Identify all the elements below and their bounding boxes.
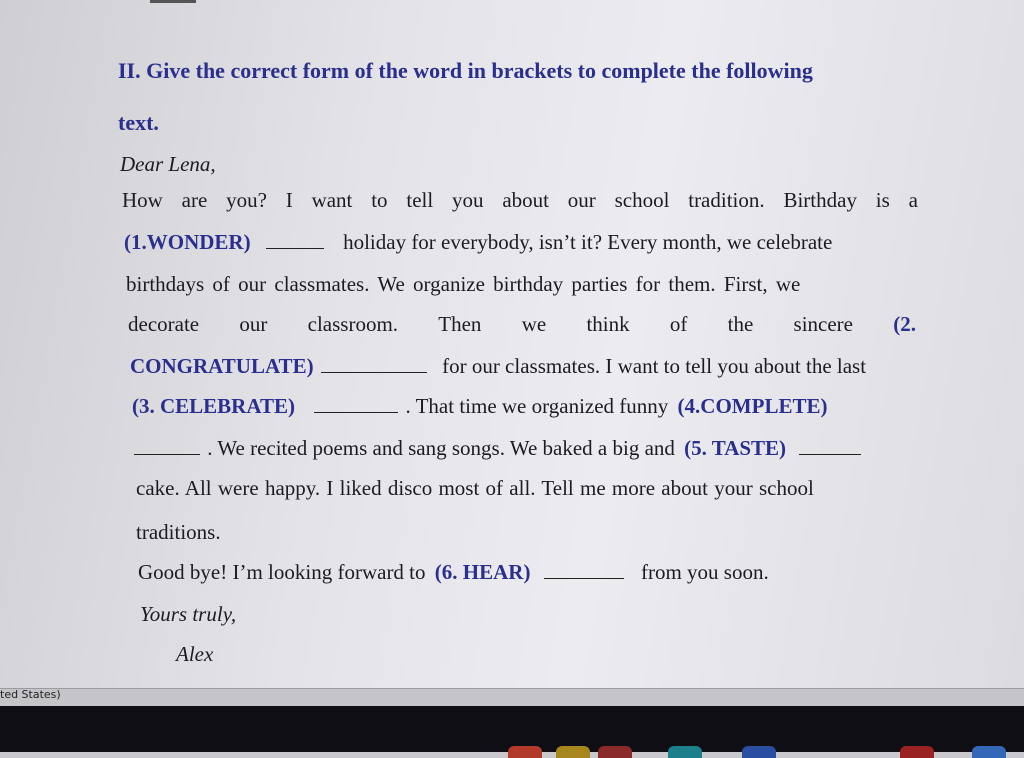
- text-segment: from you soon.: [640, 560, 769, 584]
- taskbar: [0, 706, 1024, 752]
- word: is: [875, 188, 890, 212]
- word: to: [371, 188, 388, 212]
- text-line-6: [132, 394, 1024, 419]
- word: are: [181, 188, 208, 212]
- word: about: [502, 188, 549, 212]
- letter-greeting: Dear Lena,: [120, 152, 216, 176]
- word: our: [239, 312, 268, 336]
- word: classroom.: [307, 312, 399, 336]
- word: of: [669, 312, 688, 336]
- word-cue-1: (1.WONDER): [124, 230, 251, 254]
- word: we: [521, 312, 547, 336]
- word: I: [285, 188, 293, 212]
- exercise-heading: II. Give the correct form of the word in brackets to complete the following: [118, 58, 813, 83]
- taskbar-app-icon[interactable]: [900, 746, 934, 758]
- word-cue-5: (5. TASTE): [684, 436, 787, 460]
- text-line-1: [122, 188, 918, 213]
- text-line-8: [136, 476, 1024, 501]
- word: school: [614, 188, 670, 212]
- answer-blank-4[interactable]: [134, 453, 200, 455]
- text-segment: Good bye! I’m looking forward to: [138, 560, 426, 584]
- word: you: [452, 188, 484, 212]
- word: a: [908, 188, 918, 212]
- word: Birthday: [783, 188, 857, 212]
- word: decorate: [128, 312, 200, 336]
- word-cue-2-start: (2.: [893, 312, 916, 336]
- text-line-7: [134, 436, 1024, 461]
- word-cue-6: (6. HEAR): [434, 560, 531, 584]
- word: sincere: [793, 312, 853, 336]
- word-cue-4: (4.COMPLETE): [677, 394, 828, 418]
- word: the: [727, 312, 754, 336]
- taskbar-app-icon[interactable]: [668, 746, 702, 758]
- taskbar-app-icon[interactable]: [598, 746, 632, 758]
- answer-blank-6[interactable]: [544, 577, 624, 579]
- text-line-5: [130, 354, 1024, 379]
- letter-closing: Yours truly,: [140, 602, 237, 626]
- ruler-mark: [150, 0, 196, 3]
- taskbar-app-icon[interactable]: [742, 746, 776, 758]
- text-line-3: [126, 272, 1024, 297]
- answer-blank-5[interactable]: [799, 453, 861, 455]
- text-segment: traditions.: [136, 520, 221, 544]
- exercise-heading-continued: text.: [118, 110, 159, 135]
- answer-blank-1[interactable]: [266, 247, 324, 249]
- letter-signature: Alex: [176, 642, 214, 666]
- text-segment: . We recited poems and sang songs. We baked a big and: [207, 436, 675, 460]
- text-segment: birthdays of our classmates. We organize birthday parties for them. First, we: [126, 272, 801, 296]
- answer-blank-2[interactable]: [321, 371, 427, 373]
- text-segment: . That time we organized funny: [405, 394, 669, 418]
- taskbar-app-icon[interactable]: [556, 746, 590, 758]
- text-line-2: [124, 230, 1024, 255]
- text-segment: cake. All were happy. I liked disco most of all. Tell me more about your school: [136, 476, 814, 500]
- word-cue-2: CONGRATULATE): [130, 354, 314, 378]
- word: tell: [406, 188, 434, 212]
- taskbar-app-icon[interactable]: [508, 746, 542, 758]
- word: How: [122, 188, 163, 212]
- word: you?: [226, 188, 267, 212]
- status-language[interactable]: ted States): [0, 688, 61, 701]
- text-line-9: [136, 520, 1024, 545]
- text-segment: for our classmates. I want to tell you about the last: [442, 354, 867, 378]
- word-cue-3: (3. CELEBRATE): [132, 394, 295, 418]
- taskbar-app-icon[interactable]: [972, 746, 1006, 758]
- word: want: [311, 188, 353, 212]
- text-line-10: [138, 560, 1024, 585]
- text-line-4: [128, 312, 916, 337]
- answer-blank-3[interactable]: [314, 411, 398, 413]
- word: think: [586, 312, 630, 336]
- word: Then: [438, 312, 482, 336]
- word: tradition.: [688, 188, 765, 212]
- word: our: [567, 188, 596, 212]
- status-bar: [0, 688, 1024, 707]
- text-segment: holiday for everybody, isn’t it? Every month, we celebrate: [343, 230, 833, 254]
